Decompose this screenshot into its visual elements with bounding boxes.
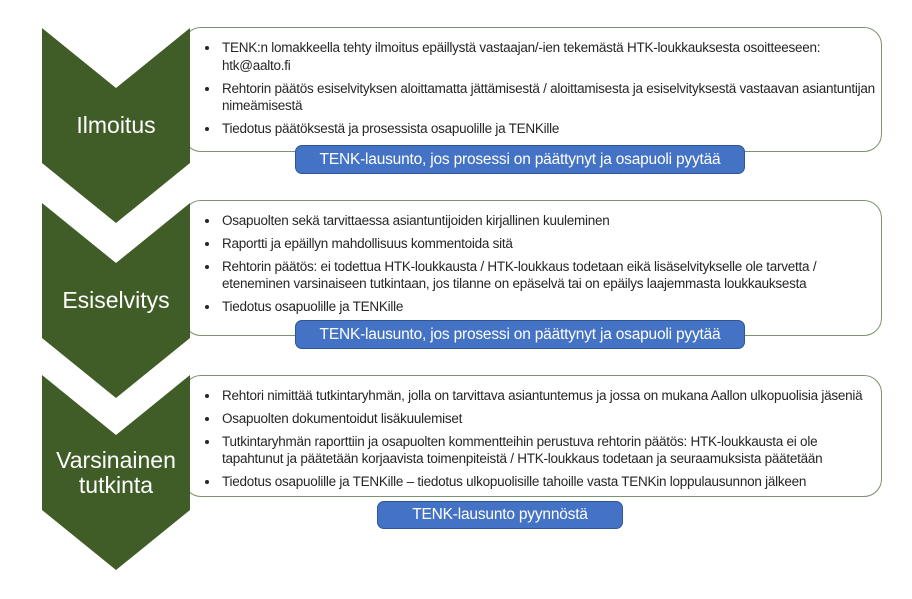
stage-1-tenk-badge: TENK-lausunto, jos prosessi on päättynyt ja osapuoli pyytää (295, 145, 745, 174)
bullet-item: • TENK:n lomakkeella tehty ilmoitus epäillystä vastaajan/-ien tekemästä HTK-loukkauksesta osoitteeseen: htk@aalto.fi (220, 39, 875, 75)
stage-3-tenk-badge: TENK-lausunto pyynnöstä (377, 501, 623, 529)
bullet-item: • Tiedotus osapuolille ja TENKille – tiedotus ulkopuolisille tahoille vasta TENKin loppulausunnon jälkeen (220, 473, 875, 491)
bullet-item: • Osapuolten dokumentoidut lisäkuulemiset (220, 410, 875, 428)
bullet-item: • Rehtori nimittää tutkintaryhmän, jolla on tarvittava asiantuntemus ja jossa on mukana Aallon ulkopuolisia jäseniä (220, 387, 875, 405)
stage-1-bullet-list (184, 28, 881, 138)
stage-2-tenk-badge: TENK-lausunto, jos prosessi on päättynyt ja osapuoli pyytää (295, 320, 745, 349)
bullet-item: • Rehtorin päätös esiselvityksen aloittamatta jättämisestä / aloittamisesta ja esiselvityksestä vastaavan asiantuntijan nimeämisestä (220, 80, 875, 116)
bullet-item: • Tiedotus päätöksestä ja prosessista osapuolille ja TENKille (220, 120, 875, 138)
bullet-item: • Osapuolten sekä tarvittaessa asiantuntijoiden kirjallinen kuuleminen (220, 212, 875, 230)
stage-2-info-box (183, 200, 882, 336)
bullet-item: • Tiedotus osapuolille ja TENKille (220, 298, 875, 316)
stage-3-info-box (183, 375, 882, 497)
bullet-item: • Raportti ja epäillyn mahdollisuus kommentoida sitä (220, 235, 875, 253)
stage-1-label: Ilmoitus (76, 112, 156, 139)
bullet-item: • Rehtorin päätös: ei todettua HTK-loukkausta / HTK-loukkaus todetaan eikä lisäselvitykselle ole tarvetta / eteneminen varsinaiseen tutkintaan, jos tilanne on epäselvä tai on epäilys laajemmasta loukkauksesta (220, 258, 875, 294)
stage-3-label: Varsinainen tutkinta (56, 446, 176, 498)
bullet-item: • Tutkintaryhmän raporttiin ja osapuolten kommentteihin perustuva rehtorin päätös: HTK-loukkausta ei ole tapahtunut ja päätetään korjaavista toimenpiteistä / HTK-loukkaus todetaan ja seuraamuksista päätetään (220, 433, 875, 469)
stage-2-bullet-list (184, 201, 881, 316)
stage-3-bullet-list (184, 376, 881, 491)
stage-1-info-box (183, 27, 882, 152)
stage-2-label: Esiselvitys (62, 287, 170, 314)
